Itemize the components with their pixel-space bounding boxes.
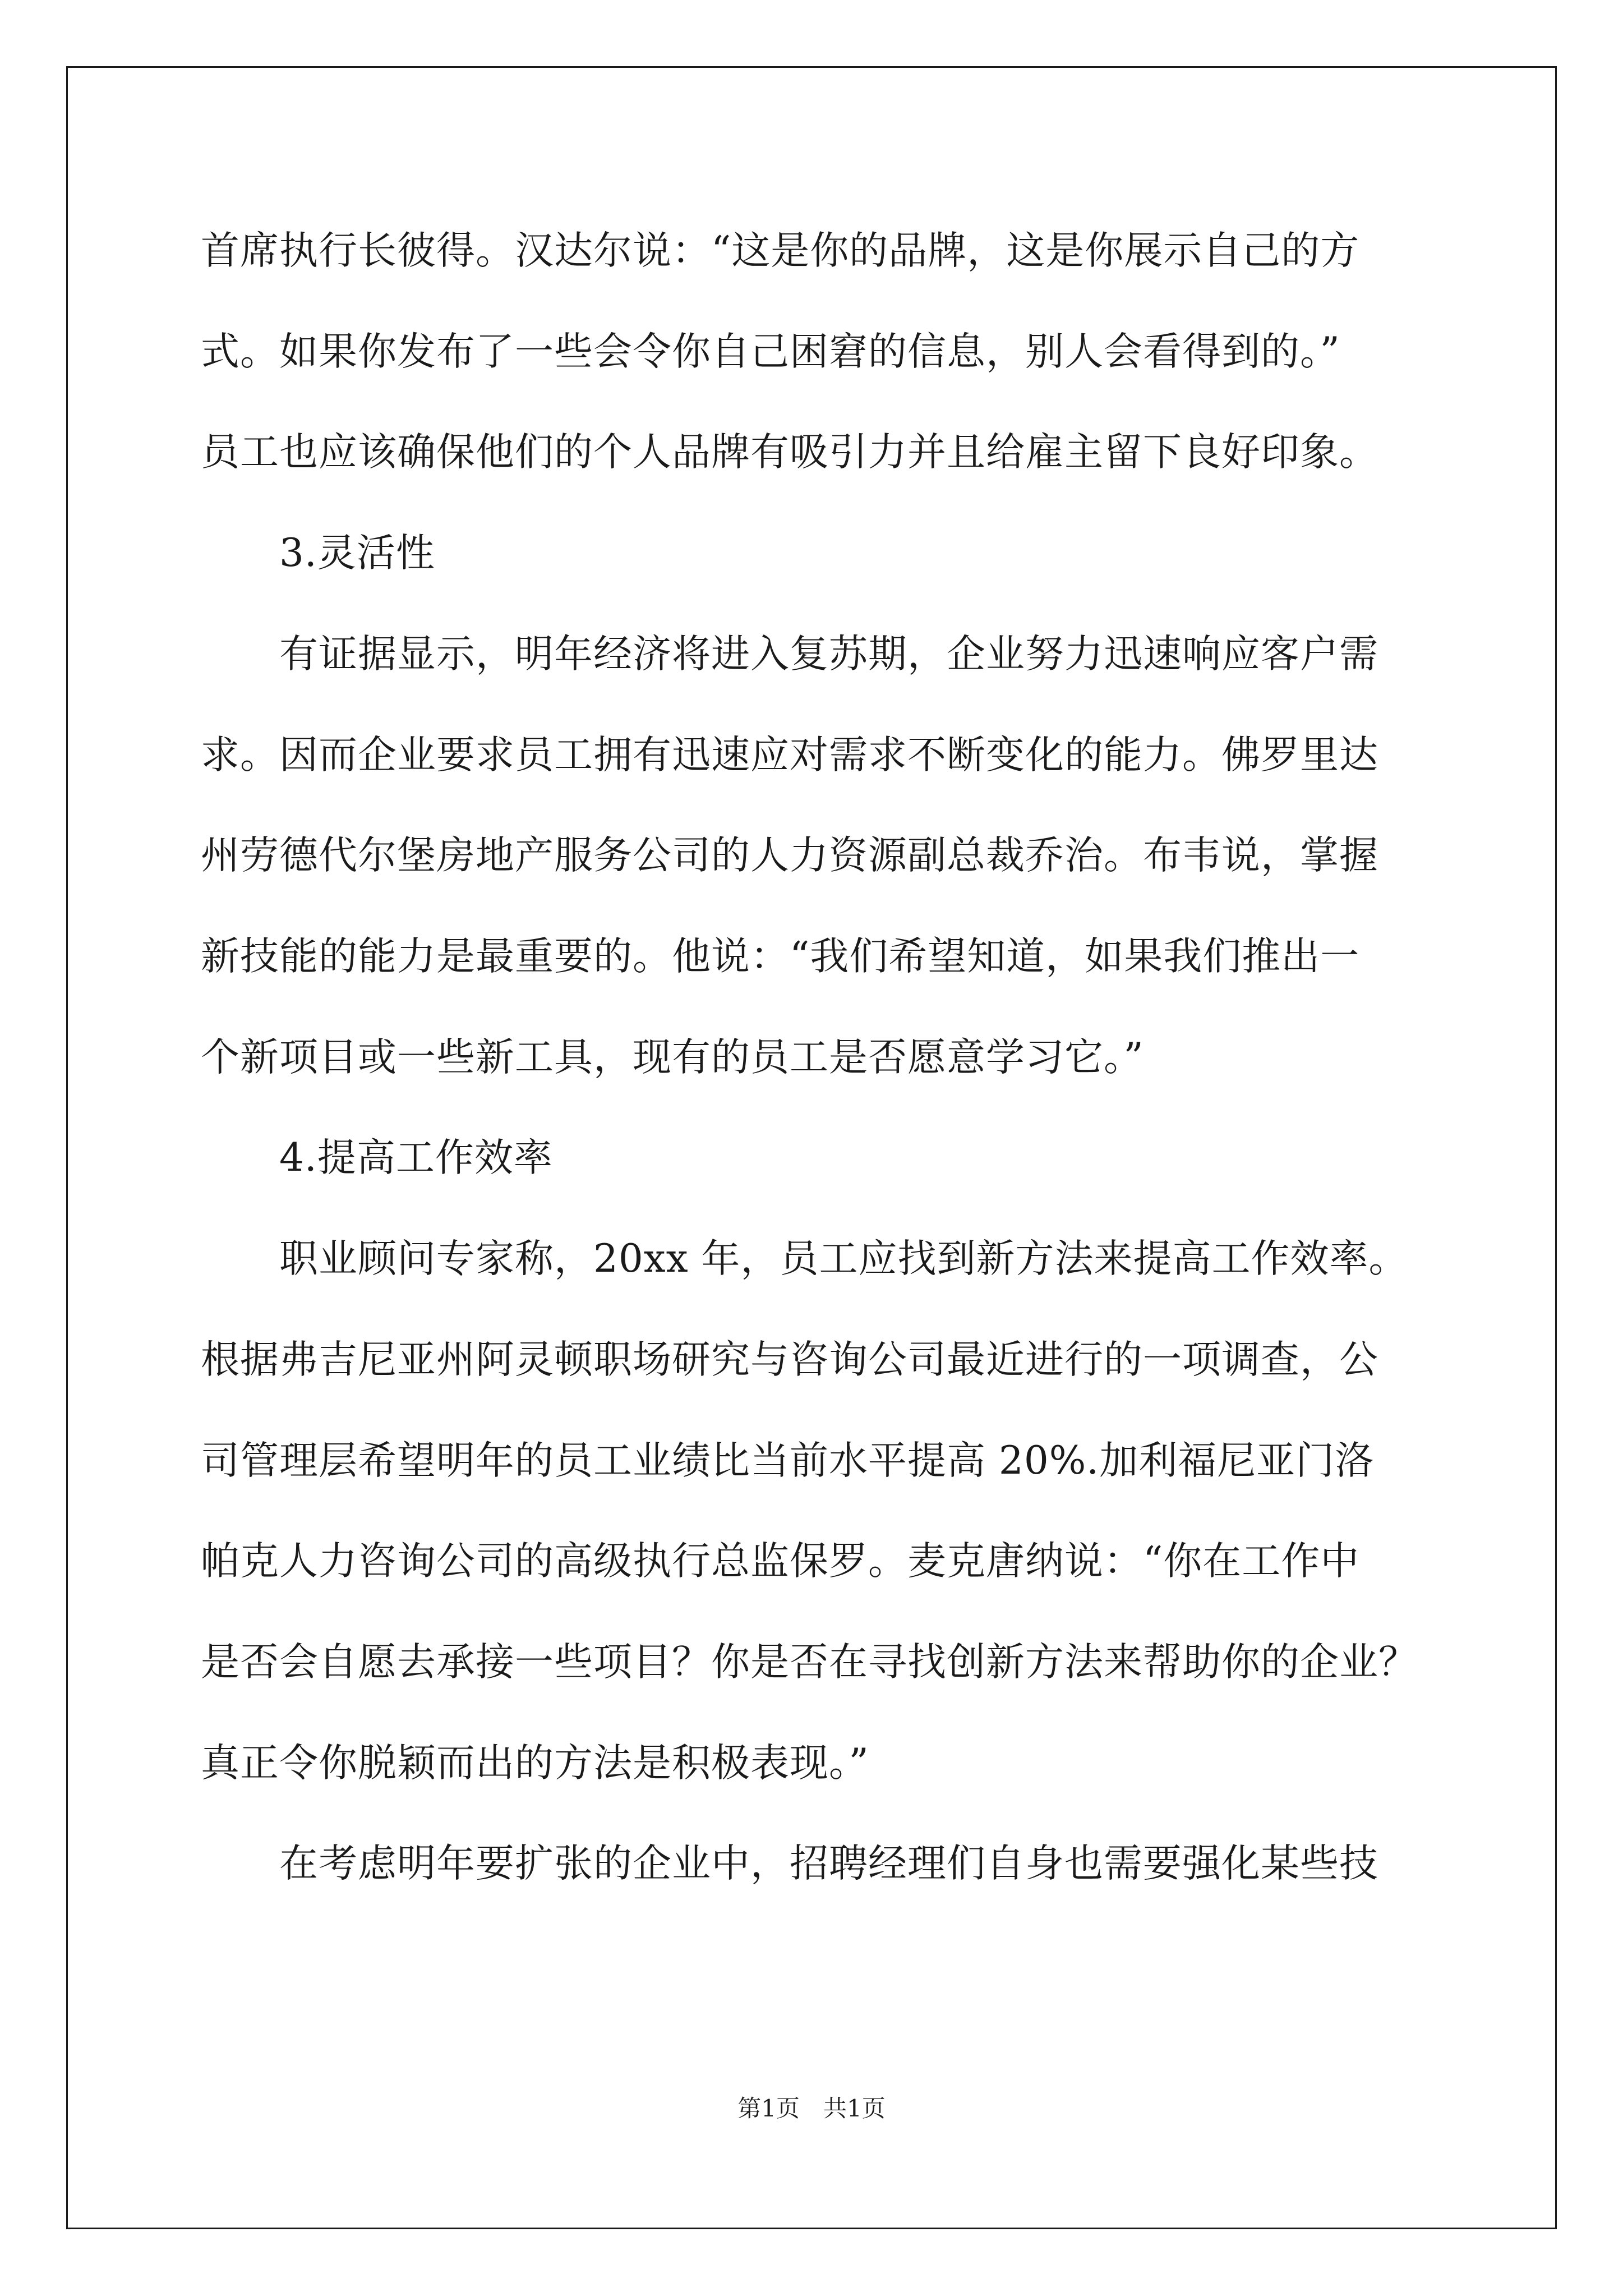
body-line-8: 新技能的能力是最重要的。他说：“我们希望知道，如果我们推出一 [201,934,1360,979]
body-line-13: 司管理层希望明年的员工业绩比当前水平提高 20%.加利福尼亚门洛 [201,1438,1375,1483]
body-line-3: 员工也应该确保他们的个人品牌有吸引力并且给雇主留下良好印象。 [201,430,1378,475]
page-number-footer: 第1页 共1页 [737,2095,886,2122]
body-line-2: 式。如果你发布了一些会令你自己困窘的信息，别人会看得到的。” [201,329,1340,374]
body-line-7: 州劳德代尔堡房地产服务公司的人力资源副总裁乔治。布韦说，掌握 [201,833,1378,878]
body-line-9: 个新项目或一些新工具，现有的员工是否愿意学习它。” [201,1035,1144,1080]
section-heading-flexibility: 3.灵活性 [279,531,435,576]
body-line-17: 在考虑明年要扩张的企业中，招聘经理们自身也需要强化某些技 [279,1841,1378,1886]
body-line-5: 有证据显示，明年经济将进入复苏期，企业努力迅速响应客户需 [279,632,1378,677]
body-line-1: 首席执行长彼得。汉达尔说：“这是你的品牌，这是你展示自己的方 [201,228,1360,273]
body-line-11: 职业顾问专家称，20xx 年，员工应找到新方法来提高工作效率。 [279,1236,1408,1281]
body-line-16: 真正令你脱颖而出的方法是积极表现。” [201,1741,869,1786]
body-line-6: 求。因而企业要求员工拥有迅速应对需求不断变化的能力。佛罗里达 [201,733,1378,777]
body-line-15: 是否会自愿去承接一些项目？你是否在寻找创新方法来帮助你的企业？ [201,1640,1418,1685]
body-line-14: 帕克人力咨询公司的高级执行总监保罗。麦克唐纳说：“你在工作中 [201,1539,1360,1584]
body-line-12: 根据弗吉尼亚州阿灵顿职场研究与咨询公司最近进行的一项调查，公 [201,1337,1378,1382]
section-heading-efficiency: 4.提高工作效率 [279,1135,553,1180]
